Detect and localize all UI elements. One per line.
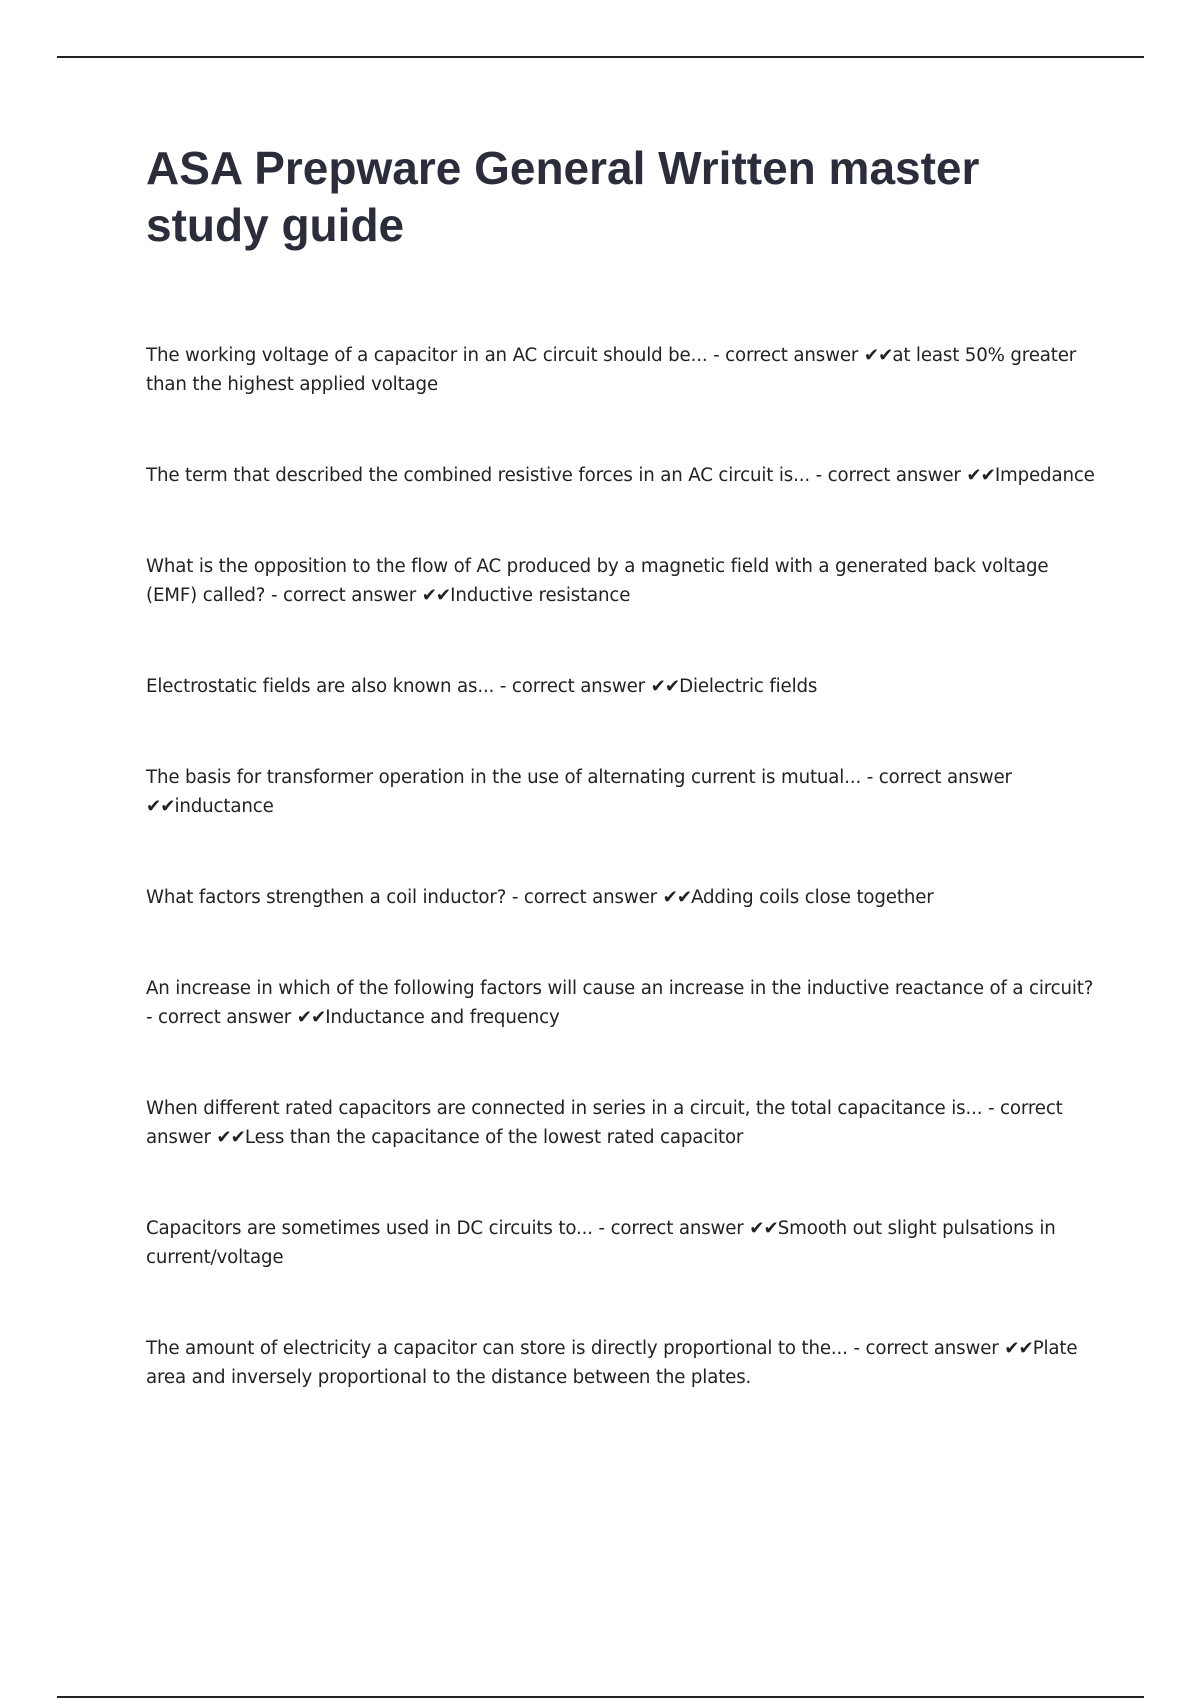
answer-text: inductance (174, 796, 274, 817)
question-text: What is the opposition to the flow of AC produced by a magnetic field with a generated back voltage (EMF) called? (146, 556, 1049, 606)
checkmark-icon: ✔✔ (662, 887, 692, 908)
answer-text: Impedance (994, 465, 1095, 486)
question-text: The working voltage of a capacitor in an AC circuit should be... (146, 345, 708, 366)
answer-separator: - correct answer (146, 1007, 297, 1028)
qa-item (146, 1214, 1096, 1272)
qa-list (146, 341, 1096, 1392)
bottom-rule (57, 1696, 1144, 1698)
question-text: When different rated capacitors are connected in series in a circuit, the total capacitance is... (146, 1098, 983, 1119)
checkmark-icon: ✔✔ (1004, 1338, 1033, 1359)
answer-text: Plate area and inversely proportional to the distance between the plates. (146, 1338, 1078, 1388)
qa-item (146, 461, 1096, 490)
checkmark-icon: ✔✔ (749, 1218, 778, 1239)
answer-separator: - correct answer (146, 1098, 1063, 1148)
qa-item (146, 883, 1096, 912)
answer-separator: - correct answer (847, 1338, 1005, 1359)
answer-separator: - correct answer (265, 585, 422, 606)
question-text: Capacitors are sometimes used in DC circuits to... (146, 1218, 593, 1239)
top-rule (57, 56, 1144, 58)
question-text: What factors strengthen a coil inductor? (146, 887, 507, 908)
checkmark-icon: ✔✔ (966, 465, 995, 486)
qa-item (146, 763, 1096, 821)
answer-separator: - correct answer (506, 887, 663, 908)
answer-separator: - correct answer (494, 676, 651, 697)
answer-text: Inductive resistance (450, 585, 631, 606)
checkmark-icon: ✔✔ (421, 585, 451, 606)
qa-item (146, 1094, 1096, 1152)
answer-text: Inductance and frequency (325, 1007, 560, 1028)
question-text: An increase in which of the following factors will cause an increase in the inductive reactance of a circuit? (146, 978, 1094, 999)
checkmark-icon: ✔✔ (863, 345, 893, 366)
answer-text: Smooth out slight pulsations in current/voltage (146, 1218, 1056, 1268)
answer-text: Adding coils close together (691, 887, 934, 908)
question-text: Electrostatic fields are also known as... (146, 676, 495, 697)
checkmark-icon: ✔✔ (146, 796, 175, 817)
qa-item (146, 552, 1096, 610)
qa-item (146, 672, 1096, 701)
answer-separator: - correct answer (809, 465, 967, 486)
document-title: ASA Prepware General Written master study guide (146, 142, 980, 251)
answer-separator: - correct answer (592, 1218, 750, 1239)
checkmark-icon: ✔✔ (216, 1127, 245, 1148)
answer-separator: - correct answer (707, 345, 864, 366)
qa-item (146, 1334, 1096, 1392)
checkmark-icon: ✔✔ (650, 676, 680, 697)
question-text: The basis for transformer operation in the use of alternating current is mutual... (146, 767, 862, 788)
question-text: The term that described the combined resistive forces in an AC circuit is... (146, 465, 810, 486)
qa-item (146, 341, 1096, 399)
checkmark-icon: ✔✔ (296, 1007, 326, 1028)
answer-text: Dielectric fields (679, 676, 818, 697)
answer-separator: - correct answer (861, 767, 1012, 788)
question-text: The amount of electricity a capacitor can store is directly proportional to the... (146, 1338, 848, 1359)
answer-text: at least 50% greater than the highest applied voltage (146, 345, 1077, 395)
page-content (146, 140, 1096, 1454)
qa-item (146, 974, 1096, 1032)
answer-text: Less than the capacitance of the lowest rated capacitor (244, 1127, 744, 1148)
